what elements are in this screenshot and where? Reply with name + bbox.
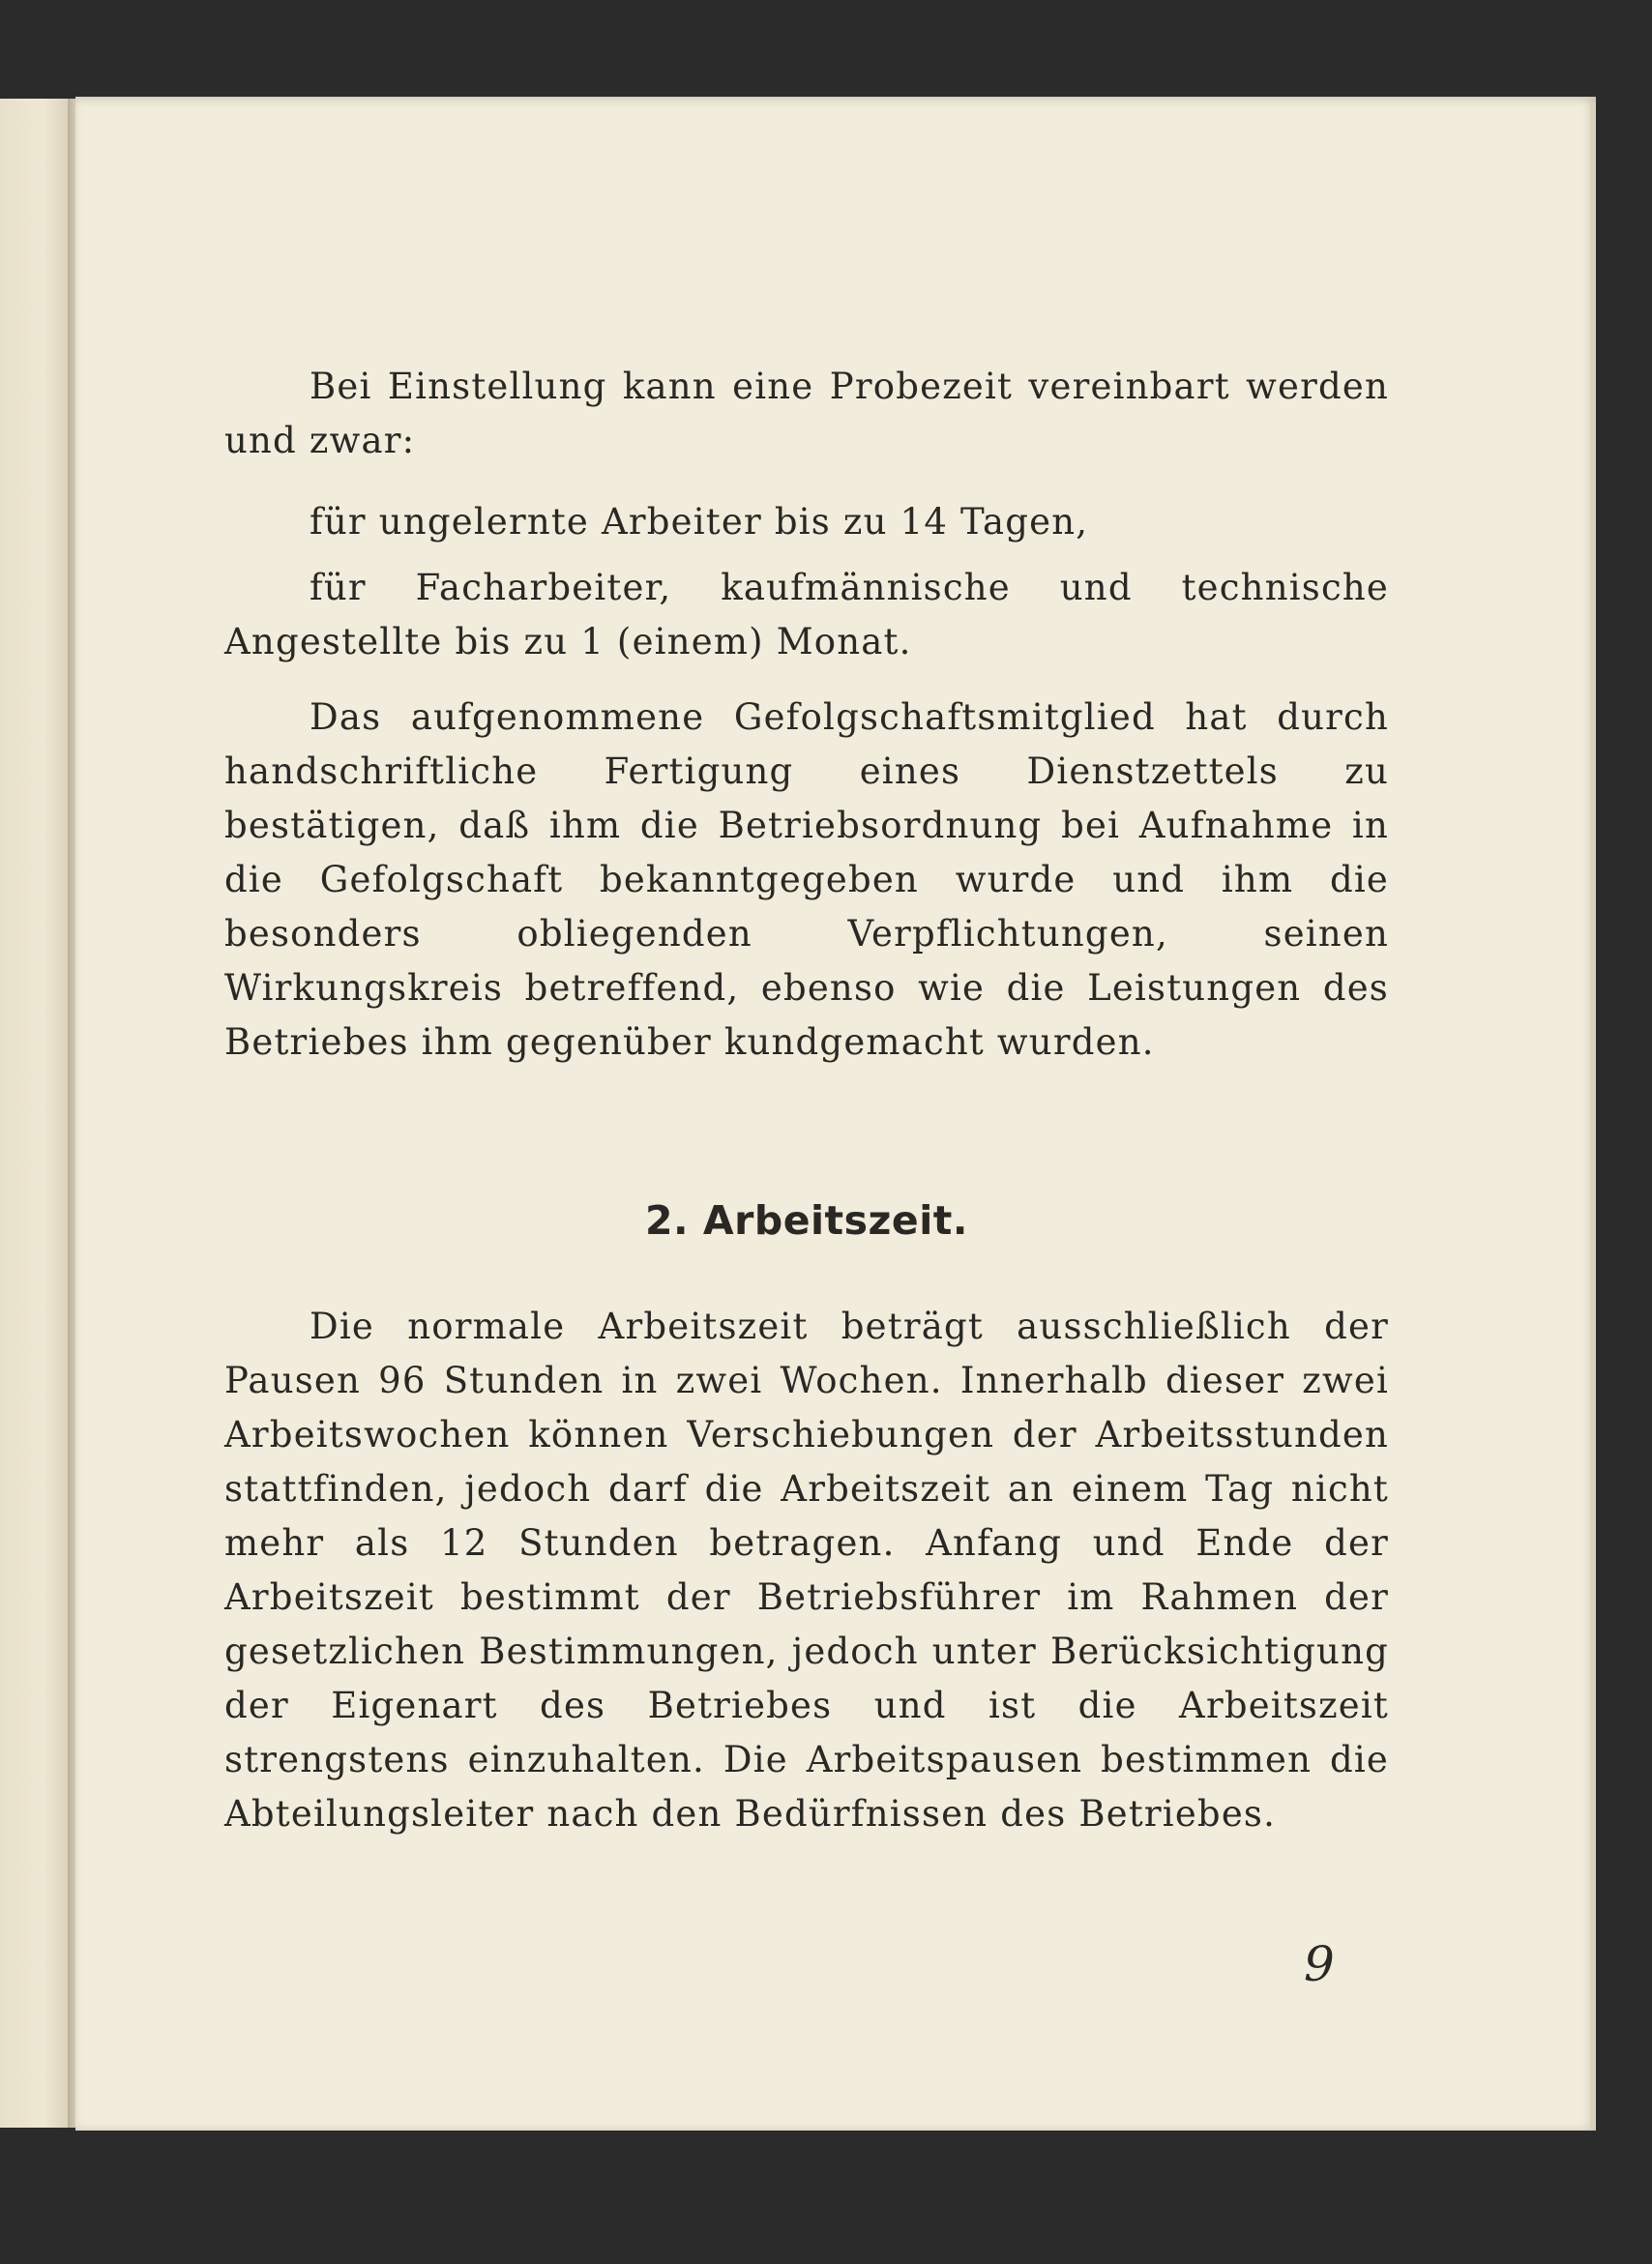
paragraph-working-hours bbox=[224, 1300, 1389, 1841]
intro-paragraph: Bei Einstellung kann eine Probezeit vereinbart werden und zwar: bbox=[224, 366, 1389, 461]
intro-block bbox=[224, 360, 1389, 468]
body-paragraph: Das aufgenommene Gefolgschaftsmitglied hat durch handschriftliche Fertigung eines Dienstzettels zu bestätigen, daß ihm die Betriebsordnung bei Aufnahme in die Gefolgschaft bekanntgegeben wurde und ihm die besonders obliegenden Verpflichtungen, seinen Wirkungskreis betreffend, ebenso wie die Leistungen des Betriebes ihm gegenüber kundgemacht wurden. bbox=[224, 696, 1389, 1063]
probation-list bbox=[224, 495, 1389, 669]
section-heading: 2. Arbeitszeit. bbox=[645, 1197, 968, 1244]
left-page-edge bbox=[0, 99, 72, 2128]
list-item: für ungelernte Arbeiter bis zu 14 Tagen, bbox=[310, 501, 1089, 543]
body-paragraph: Die normale Arbeitszeit beträgt ausschließlich der Pausen 96 Stunden in zwei Wochen. Innerhalb dieser zwei Arbeitswochen können Verschiebungen der Arbeitsstunden stattfinden, jedoch darf die Arbeitszeit an einem Tag nicht mehr als 12 Stunden betragen. Anfang und Ende der Arbeitszeit bestimmt der Betriebsführer im Rahmen der gesetzlichen Bestimmungen, jedoch unter Berücksichtigung der Eigenart des Betriebes und ist die Arbeitszeit strengstens einzuhalten. Die Arbeitspausen bestimmen die Abteilungsleiter nach den Bedürfnissen des Betriebes. bbox=[224, 1306, 1389, 1835]
paragraph-confirmation bbox=[224, 691, 1389, 1070]
page-number: 9 bbox=[1304, 1936, 1335, 1992]
page-edge bbox=[1590, 103, 1596, 2128]
list-item: für Facharbeiter, kaufmännische und technische Angestellte bis zu 1 (einem) Monat. bbox=[224, 567, 1389, 662]
